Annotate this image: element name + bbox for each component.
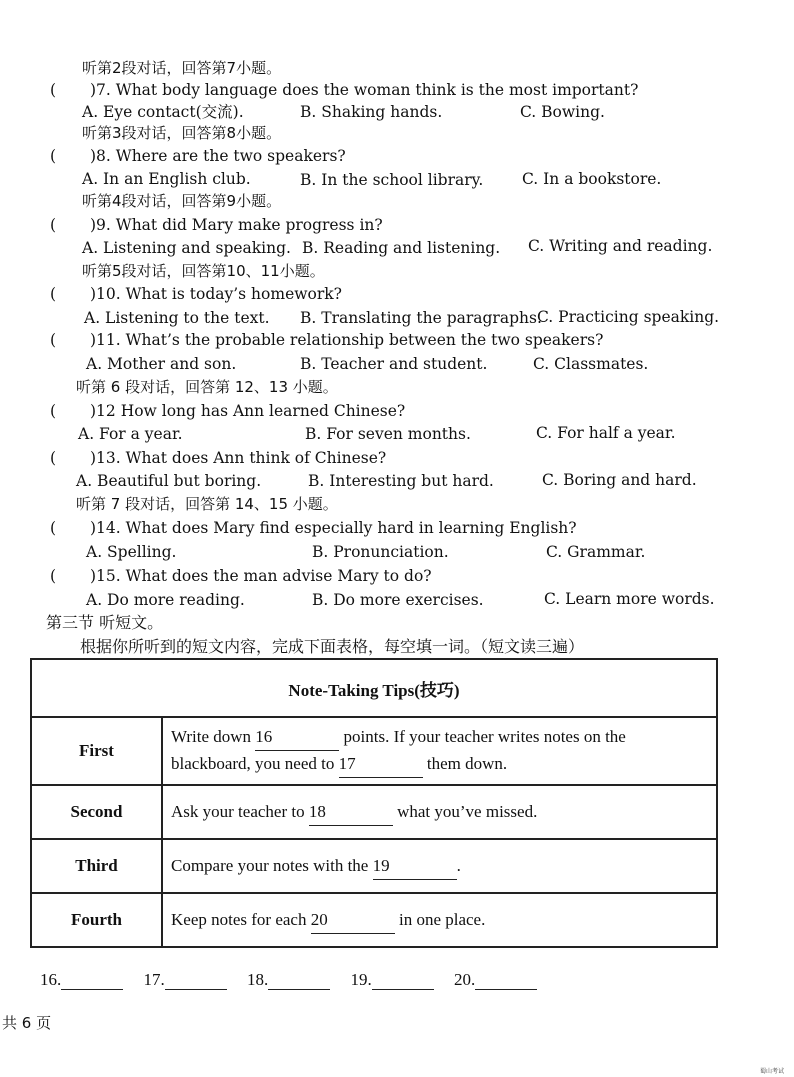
q12-option-c: C. For half a year. xyxy=(536,424,676,442)
question-13: )13. What does Ann think of Chinese? xyxy=(90,449,387,467)
blank-18[interactable] xyxy=(309,799,393,826)
q15-option-b: B. Do more exercises. xyxy=(312,591,484,609)
answer-paren[interactable]: ( xyxy=(50,449,57,467)
answer-item-16[interactable] xyxy=(40,970,123,990)
question-15: )15. What does the man advise Mary to do? xyxy=(90,567,432,585)
row-label-third: Third xyxy=(31,839,162,893)
answer-line[interactable] xyxy=(475,971,537,990)
question-7: )7. What body language does the woman think is the most important? xyxy=(90,81,639,99)
watermark-logo: 蜀山考试 xyxy=(760,1068,785,1075)
answer-line[interactable] xyxy=(372,971,434,990)
question-10: )10. What is today’s homework? xyxy=(90,285,342,303)
answer-row xyxy=(40,970,553,990)
answer-number: 16. xyxy=(40,970,62,989)
note-taking-table xyxy=(30,658,718,948)
row-text-first xyxy=(162,717,717,785)
row-label-fourth: Fourth xyxy=(31,893,162,947)
question-9: )9. What did Mary make progress in? xyxy=(90,216,383,234)
q9-option-b: B. Reading and listening. xyxy=(302,239,501,257)
blank-20[interactable] xyxy=(311,907,395,934)
q8-option-c: C. In a bookstore. xyxy=(522,170,662,188)
section-heading-4: 听第4段对话，回答第9小题。 xyxy=(82,192,282,210)
answer-item-18[interactable] xyxy=(247,970,330,990)
answer-item-19[interactable] xyxy=(351,970,434,990)
row-text-part: them down. xyxy=(422,754,508,773)
q8-option-a: A. In an English club. xyxy=(82,170,251,188)
answer-paren[interactable]: ( xyxy=(50,81,57,99)
q14-option-b: B. Pronunciation. xyxy=(312,543,449,561)
section-heading-3: 听第3段对话，回答第8小题。 xyxy=(82,124,282,142)
section-heading-6: 听第 6 段对话，回答第 12、13 小题。 xyxy=(76,378,338,396)
answer-paren[interactable]: ( xyxy=(50,216,57,234)
answer-number: 19. xyxy=(350,970,372,989)
row-text-part: Compare your notes with the xyxy=(171,855,373,875)
question-14: )14. What does Mary find especially hard in learning English? xyxy=(90,519,577,537)
answer-line[interactable] xyxy=(268,971,330,990)
q8-option-b: B. In the school library. xyxy=(300,171,484,189)
part3-instruction: 根据你所听到的短文内容，完成下面表格，每空填一词。（短文读三遍） xyxy=(80,637,585,656)
q10-option-a: A. Listening to the text. xyxy=(84,309,270,327)
q15-option-c: C. Learn more words. xyxy=(544,590,715,608)
answer-item-20[interactable] xyxy=(454,970,537,990)
q14-option-c: C. Grammar. xyxy=(546,543,646,561)
answer-item-17[interactable] xyxy=(144,970,227,990)
answer-paren[interactable]: ( xyxy=(50,402,57,420)
row-label-first: First xyxy=(31,717,162,785)
q13-option-a: A. Beautiful but boring. xyxy=(76,472,262,490)
row-label-second: Second xyxy=(31,785,162,839)
q14-option-a: A. Spelling. xyxy=(86,543,177,561)
table-title: Note-Taking Tips(技巧) xyxy=(31,659,717,717)
row-text-part: in one place. xyxy=(394,909,486,929)
answer-paren[interactable]: ( xyxy=(50,147,57,165)
row-text-part: what you’ve missed. xyxy=(392,801,538,821)
q11-option-c: C. Classmates. xyxy=(533,355,649,373)
q11-option-a: A. Mother and son. xyxy=(86,355,237,373)
answer-number: 20. xyxy=(454,970,476,989)
section-heading-5: 听第5段对话，回答第10、11小题。 xyxy=(82,262,325,280)
page-footer: 共 6 页 xyxy=(2,1014,52,1032)
answer-paren[interactable]: ( xyxy=(50,567,57,585)
row-text-part: Write down xyxy=(171,727,256,746)
answer-line[interactable] xyxy=(165,971,227,990)
blank-number: 20 xyxy=(310,909,328,929)
q9-option-a: A. Listening and speaking. xyxy=(82,239,291,257)
blank-17[interactable] xyxy=(339,751,423,778)
answer-number: 17. xyxy=(143,970,165,989)
q10-option-c: C. Practicing speaking. xyxy=(537,308,720,326)
section-heading-7: 听第 7 段对话，回答第 14、15 小题。 xyxy=(76,495,338,513)
q12-option-b: B. For seven months. xyxy=(305,425,471,443)
question-11: )11. What’s the probable relationship between the two speakers? xyxy=(90,331,604,349)
q13-option-b: B. Interesting but hard. xyxy=(308,472,494,490)
answer-line[interactable] xyxy=(61,971,123,990)
answer-paren[interactable]: ( xyxy=(50,519,57,537)
answer-number: 18. xyxy=(247,970,269,989)
q15-option-a: A. Do more reading. xyxy=(86,591,245,609)
q12-option-a: A. For a year. xyxy=(78,425,183,443)
blank-19[interactable] xyxy=(373,853,457,880)
q11-option-b: B. Teacher and student. xyxy=(300,355,488,373)
q7-option-a: A. Eye contact(交流). xyxy=(82,103,244,121)
blank-number: 18 xyxy=(308,801,326,821)
row-text-part: points. If your teacher writes notes on the blackboard, you need to xyxy=(171,727,626,773)
answer-paren[interactable]: ( xyxy=(50,331,57,349)
row-text-third xyxy=(162,839,717,893)
blank-number: 17 xyxy=(338,754,356,773)
row-text-part: Ask your teacher to xyxy=(171,801,309,821)
blank-number: 19 xyxy=(372,855,390,875)
q7-option-c: C. Bowing. xyxy=(520,103,605,121)
row-text-part: . xyxy=(456,855,461,875)
part3-heading: 第三节 听短文。 xyxy=(46,613,164,632)
q10-option-b: B. Translating the paragraphs. xyxy=(300,309,542,327)
question-8: )8. Where are the two speakers? xyxy=(90,147,346,165)
row-text-second xyxy=(162,785,717,839)
q7-option-b: B. Shaking hands. xyxy=(300,103,443,121)
question-12: )12 How long has Ann learned Chinese? xyxy=(90,402,406,420)
blank-number: 16 xyxy=(255,727,273,746)
blank-16[interactable] xyxy=(255,724,339,751)
row-text-fourth xyxy=(162,893,717,947)
row-text-part: Keep notes for each xyxy=(171,909,311,929)
q13-option-c: C. Boring and hard. xyxy=(542,471,697,489)
answer-paren[interactable]: ( xyxy=(50,285,57,303)
section-heading-2: 听第2段对话，回答第7小题。 xyxy=(82,59,282,77)
q9-option-c: C. Writing and reading. xyxy=(528,237,713,255)
